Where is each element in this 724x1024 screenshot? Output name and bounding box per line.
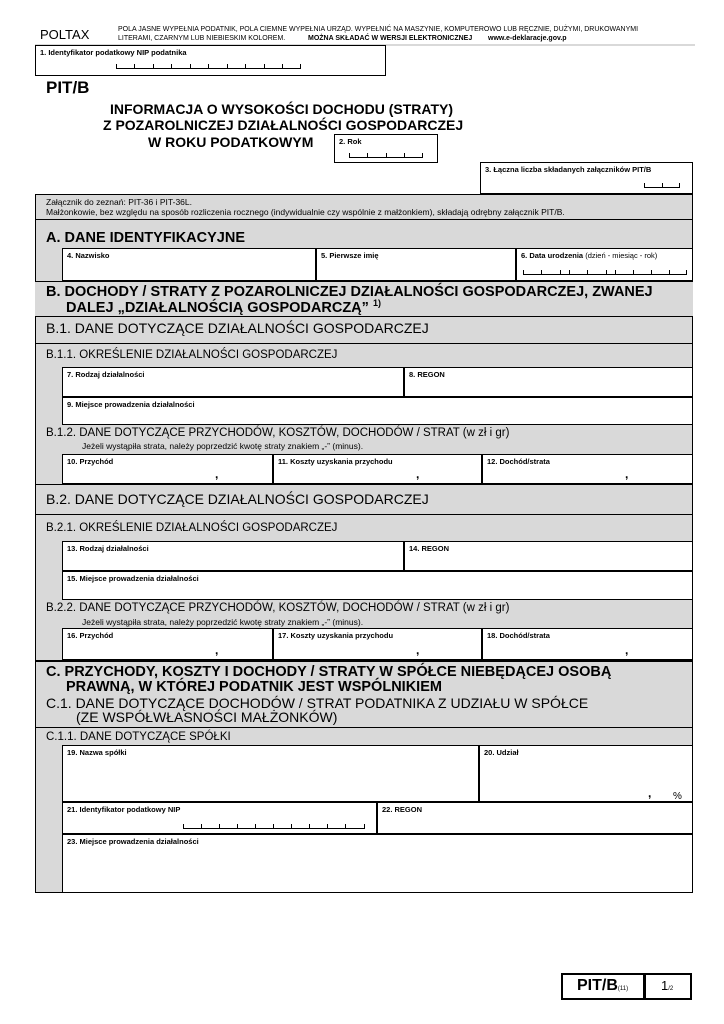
instruction-line-2c: www.e-deklaracje.gov.p bbox=[488, 35, 567, 42]
b22-note: Jeżeli wystąpiła strata, należy poprzedzić kwotę straty znakiem „-” (minus). bbox=[82, 617, 364, 627]
attachments-ticks bbox=[644, 183, 680, 188]
section-a-title: A. DANE IDENTYFIKACYJNE bbox=[46, 230, 245, 246]
surname-label: 4. Nazwisko bbox=[67, 251, 110, 260]
intro-line-1: Załącznik do zeznań: PIT-36 i PIT-36L. bbox=[46, 197, 192, 207]
regon-field-8[interactable] bbox=[404, 367, 693, 397]
activity-place-label-9: 9. Miejsce prowadzenia działalności bbox=[67, 400, 195, 409]
income-comma-18: , bbox=[625, 643, 629, 657]
activity-place-field-15[interactable] bbox=[62, 571, 693, 600]
income-comma-12: , bbox=[625, 467, 629, 481]
b11-title: B.1.1. OKREŚLENIE DZIAŁALNOŚCI GOSPODARCZEJ bbox=[46, 349, 338, 361]
costs-field-11[interactable] bbox=[273, 454, 482, 484]
first-name-label: 5. Pierwsze imię bbox=[321, 251, 379, 260]
income-label-18: 18. Dochód/strata bbox=[487, 631, 550, 640]
activity-place-label-15: 15. Miejsce prowadzenia działalności bbox=[67, 574, 199, 583]
section-c-title-line-1: C. PRZYCHODY, KOSZTY I DOCHODY / STRATY W SPÓŁCE NIEBĘDĄCEJ OSOBĄ bbox=[46, 664, 612, 680]
revenue-label-16: 16. Przychód bbox=[67, 631, 114, 640]
title-line-3: W ROKU PODATKOWYM bbox=[148, 134, 314, 150]
birth-date-ticks bbox=[523, 270, 687, 275]
income-field-18[interactable] bbox=[482, 628, 693, 660]
revenue-label-10: 10. Przychód bbox=[67, 457, 114, 466]
birth-date-hint: (dzień - miesiąc - rok) bbox=[585, 251, 658, 260]
b1-title: B.1. DANE DOTYCZĄCE DZIAŁALNOŚCI GOSPODARCZEJ bbox=[46, 320, 429, 336]
c1-title-line-1: C.1. DANE DOTYCZĄCE DOCHODÓW / STRAT PODATNIKA Z UDZIAŁU W SPÓŁCE bbox=[46, 695, 589, 711]
attachments-count-label: 3. Łączna liczba składanych załączników PIT/B bbox=[485, 165, 652, 174]
revenue-comma-10: , bbox=[215, 467, 219, 481]
footer-version: (11) bbox=[617, 986, 629, 992]
footer-code-box bbox=[561, 973, 645, 1000]
b21-title: B.2.1. OKREŚLENIE DZIAŁALNOŚCI GOSPODARCZEJ bbox=[46, 522, 338, 534]
section-c-title-line-2: PRAWNĄ, W KTÓREJ PODATNIK JEST WSPÓLNIKIEM bbox=[66, 679, 442, 695]
regon-label-14: 14. REGON bbox=[409, 544, 450, 553]
intro-line-2: Małżonkowie, bez względu na sposób rozliczenia rocznego (indywidualnie czy wspólnie z małżonkiem), składają odrębny załącznik PIT/B. bbox=[46, 207, 565, 217]
title-line-1: INFORMACJA O WYSOKOŚCI DOCHODU (STRATY) bbox=[110, 101, 453, 117]
nip-label-21: 21. Identyfikator podatkowy NIP bbox=[67, 805, 181, 814]
nip-field-label: 1. Identyfikator podatkowy NIP podatnika bbox=[40, 48, 187, 57]
birth-date-label-text: 6. Data urodzenia bbox=[521, 251, 584, 260]
footer-page bbox=[661, 978, 673, 993]
revenue-field-16[interactable] bbox=[62, 628, 273, 660]
b2-title: B.2. DANE DOTYCZĄCE DZIAŁALNOŚCI GOSPODARCZEJ bbox=[46, 491, 429, 507]
share-comma-20: , bbox=[648, 786, 652, 800]
surname-field[interactable] bbox=[62, 248, 316, 281]
company-name-field-19[interactable] bbox=[62, 745, 479, 802]
year-field-box[interactable] bbox=[334, 134, 438, 163]
income-label-12: 12. Dochód/strata bbox=[487, 457, 550, 466]
nip-ticks bbox=[116, 64, 301, 69]
regon-label-8: 8. REGON bbox=[409, 370, 445, 379]
activity-place-label-23: 23. Miejsce prowadzenia działalności bbox=[67, 837, 199, 846]
birth-date-field[interactable] bbox=[516, 248, 693, 281]
first-name-field[interactable] bbox=[316, 248, 516, 281]
section-b-footnote: 1) bbox=[372, 298, 381, 308]
share-field-20[interactable] bbox=[479, 745, 693, 802]
brand-label: POLTAX bbox=[40, 27, 90, 42]
activity-type-label-13: 13. Rodzaj działalności bbox=[67, 544, 149, 553]
revenue-comma-16: , bbox=[215, 643, 219, 657]
costs-comma-17: , bbox=[416, 643, 420, 657]
section-b-title-line-2 bbox=[66, 298, 381, 316]
title-line-2: Z POZAROLNICZEJ DZIAŁALNOŚCI GOSPODARCZEJ bbox=[103, 117, 464, 133]
b22-title: B.2.2. DANE DOTYCZĄCE PRZYCHODÓW, KOSZTÓW, DOCHODÓW / STRAT (w zł i gr) bbox=[46, 602, 510, 614]
activity-type-field-13[interactable] bbox=[62, 541, 404, 571]
instruction-line-1: POLA JASNE WYPEŁNIA PODATNIK, POLA CIEMNE WYPEŁNIA URZĄD. WYPEŁNIĆ NA MASZYNIE, KOMPUTEROWO LUB RĘCZNIE, DUŻYMI, DRUKOWANYMI bbox=[118, 26, 639, 33]
regon-label-22: 22. REGON bbox=[382, 805, 423, 814]
section-b-title-line-2-text: DALEJ „DZIAŁALNOŚCIĄ GOSPODARCZĄ” bbox=[66, 299, 369, 316]
activity-place-field-9[interactable] bbox=[62, 397, 693, 425]
footer-page-number: 1 bbox=[661, 978, 669, 993]
footer-page-box bbox=[645, 973, 692, 1000]
attachments-count-box[interactable] bbox=[480, 162, 693, 194]
income-field-12[interactable] bbox=[482, 454, 693, 484]
b12-title: B.1.2. DANE DOTYCZĄCE PRZYCHODÓW, KOSZTÓW, DOCHODÓW / STRAT (w zł i gr) bbox=[46, 427, 510, 439]
year-ticks bbox=[349, 153, 423, 158]
c1-title-line-2: (ZE WSPÓŁWŁASNOŚCI MAŁŻONKÓW) bbox=[76, 709, 338, 725]
company-name-label-19: 19. Nazwa spółki bbox=[67, 748, 127, 757]
year-field-label: 2. Rok bbox=[339, 137, 362, 146]
nip-ticks-21 bbox=[183, 824, 365, 829]
footer-form-code bbox=[577, 977, 628, 995]
activity-type-label-7: 7. Rodzaj działalności bbox=[67, 370, 145, 379]
nip-field-box[interactable] bbox=[35, 45, 386, 76]
costs-comma-11: , bbox=[416, 467, 420, 481]
nip-field-21[interactable] bbox=[62, 802, 377, 834]
b12-note: Jeżeli wystąpiła strata, należy poprzedzić kwotę straty znakiem „-” (minus). bbox=[82, 441, 364, 451]
footer-page-total: /2 bbox=[668, 986, 674, 992]
regon-field-22[interactable] bbox=[377, 802, 693, 834]
costs-field-17[interactable] bbox=[273, 628, 482, 660]
costs-label-11: 11. Koszty uzyskania przychodu bbox=[278, 457, 393, 466]
activity-type-field-7[interactable] bbox=[62, 367, 404, 397]
regon-field-14[interactable] bbox=[404, 541, 693, 571]
share-percent: % bbox=[673, 791, 682, 802]
revenue-field-10[interactable] bbox=[62, 454, 273, 484]
share-label-20: 20. Udział bbox=[484, 748, 519, 757]
instruction-line-2a: LITERAMI, CZARNYM LUB NIEBIESKIM KOLOREM. bbox=[118, 35, 286, 42]
birth-date-label bbox=[521, 251, 657, 260]
instruction-line-2b: MOŻNA SKŁADAĆ W WERSJI ELEKTRONICZNEJ bbox=[308, 35, 473, 42]
form-code: PIT/B bbox=[46, 78, 90, 97]
footer-form-code-text: PIT/B bbox=[577, 977, 618, 994]
c11-title: C.1.1. DANE DOTYCZĄCE SPÓŁKI bbox=[46, 731, 231, 743]
costs-label-17: 17. Koszty uzyskania przychodu bbox=[278, 631, 394, 640]
section-b-title-line-1: B. DOCHODY / STRATY Z POZAROLNICZEJ DZIAŁALNOŚCI GOSPODARCZEJ, ZWANEJ bbox=[46, 284, 653, 300]
activity-place-field-23[interactable] bbox=[62, 834, 693, 893]
